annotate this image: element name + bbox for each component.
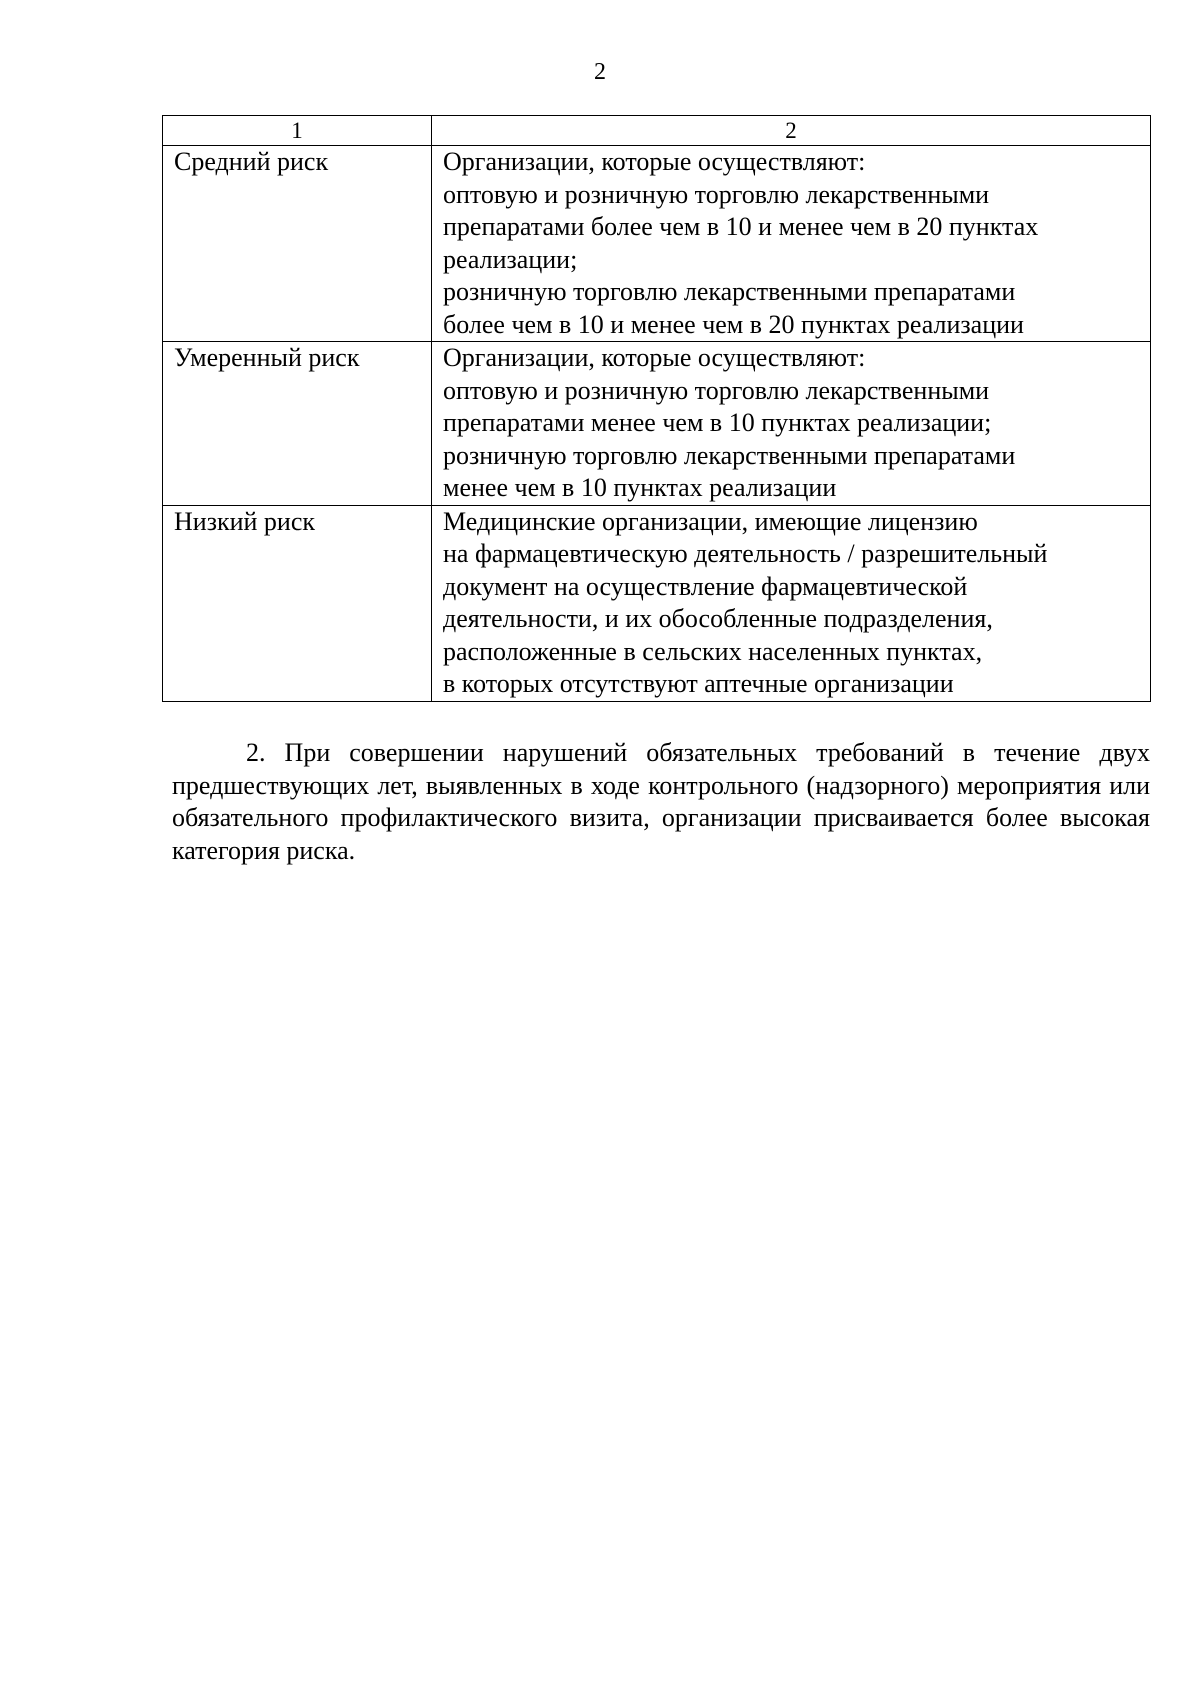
column-number-1: 1 [163,116,432,146]
description-line: розничную торговлю лекарственными препаратами [443,277,1016,306]
description-line: оптовую и розничную торговлю лекарственными [443,375,990,405]
organizations-description-cell [432,342,1151,506]
table-header-row [163,116,1151,146]
risk-category-cell: Низкий риск [163,505,432,701]
description-line: препаратами более чем в 10 и менее чем в 20 пунктах [443,212,1039,241]
table-row [163,146,1151,342]
column-number-2: 2 [432,116,1151,146]
risk-category-cell: Средний риск [163,146,432,342]
description-line: в которых отсутствуют аптечные организации [443,669,954,698]
description-line: документ на осуществление фармацевтической [443,571,968,601]
description-line: расположенные в сельских населенных пунктах, [443,636,983,666]
table-row [163,342,1151,506]
description-line: Организации, которые осуществляют: [443,343,866,372]
page-number: 2 [594,59,606,85]
description-line: розничную торговлю лекарственными препаратами [443,440,1016,470]
description-line: препаратами менее чем в 10 пунктах реализации; [443,408,992,437]
description-line: на фармацевтическую деятельность / разрешительный [443,539,1048,568]
organizations-description-cell [432,505,1151,701]
description-line: Организации, которые осуществляют: [443,147,866,176]
risk-category-cell: Умеренный риск [163,342,432,506]
body-paragraph: 2. При совершении нарушений обязательных требований в течение двух предшествующих лет, выявленных в ходе контрольного (надзорного) мероприятия или обязательного профилактического визита, организации присваивается более высокая категория риска. [172,738,1150,865]
description-line: реализации; [443,244,578,274]
description-line: оптовую и розничную торговлю лекарственными [443,179,990,209]
organizations-description-cell [432,146,1151,342]
description-line: деятельности, и их обособленные подразделения, [443,604,993,633]
table-row [163,505,1151,701]
description-line: более чем в 10 и менее чем в 20 пунктах реализации [443,309,1024,339]
risk-category-table [162,115,1151,702]
description-line: Медицинские организации, имеющие лицензию [443,506,978,536]
description-line: менее чем в 10 пунктах реализации [443,473,837,502]
